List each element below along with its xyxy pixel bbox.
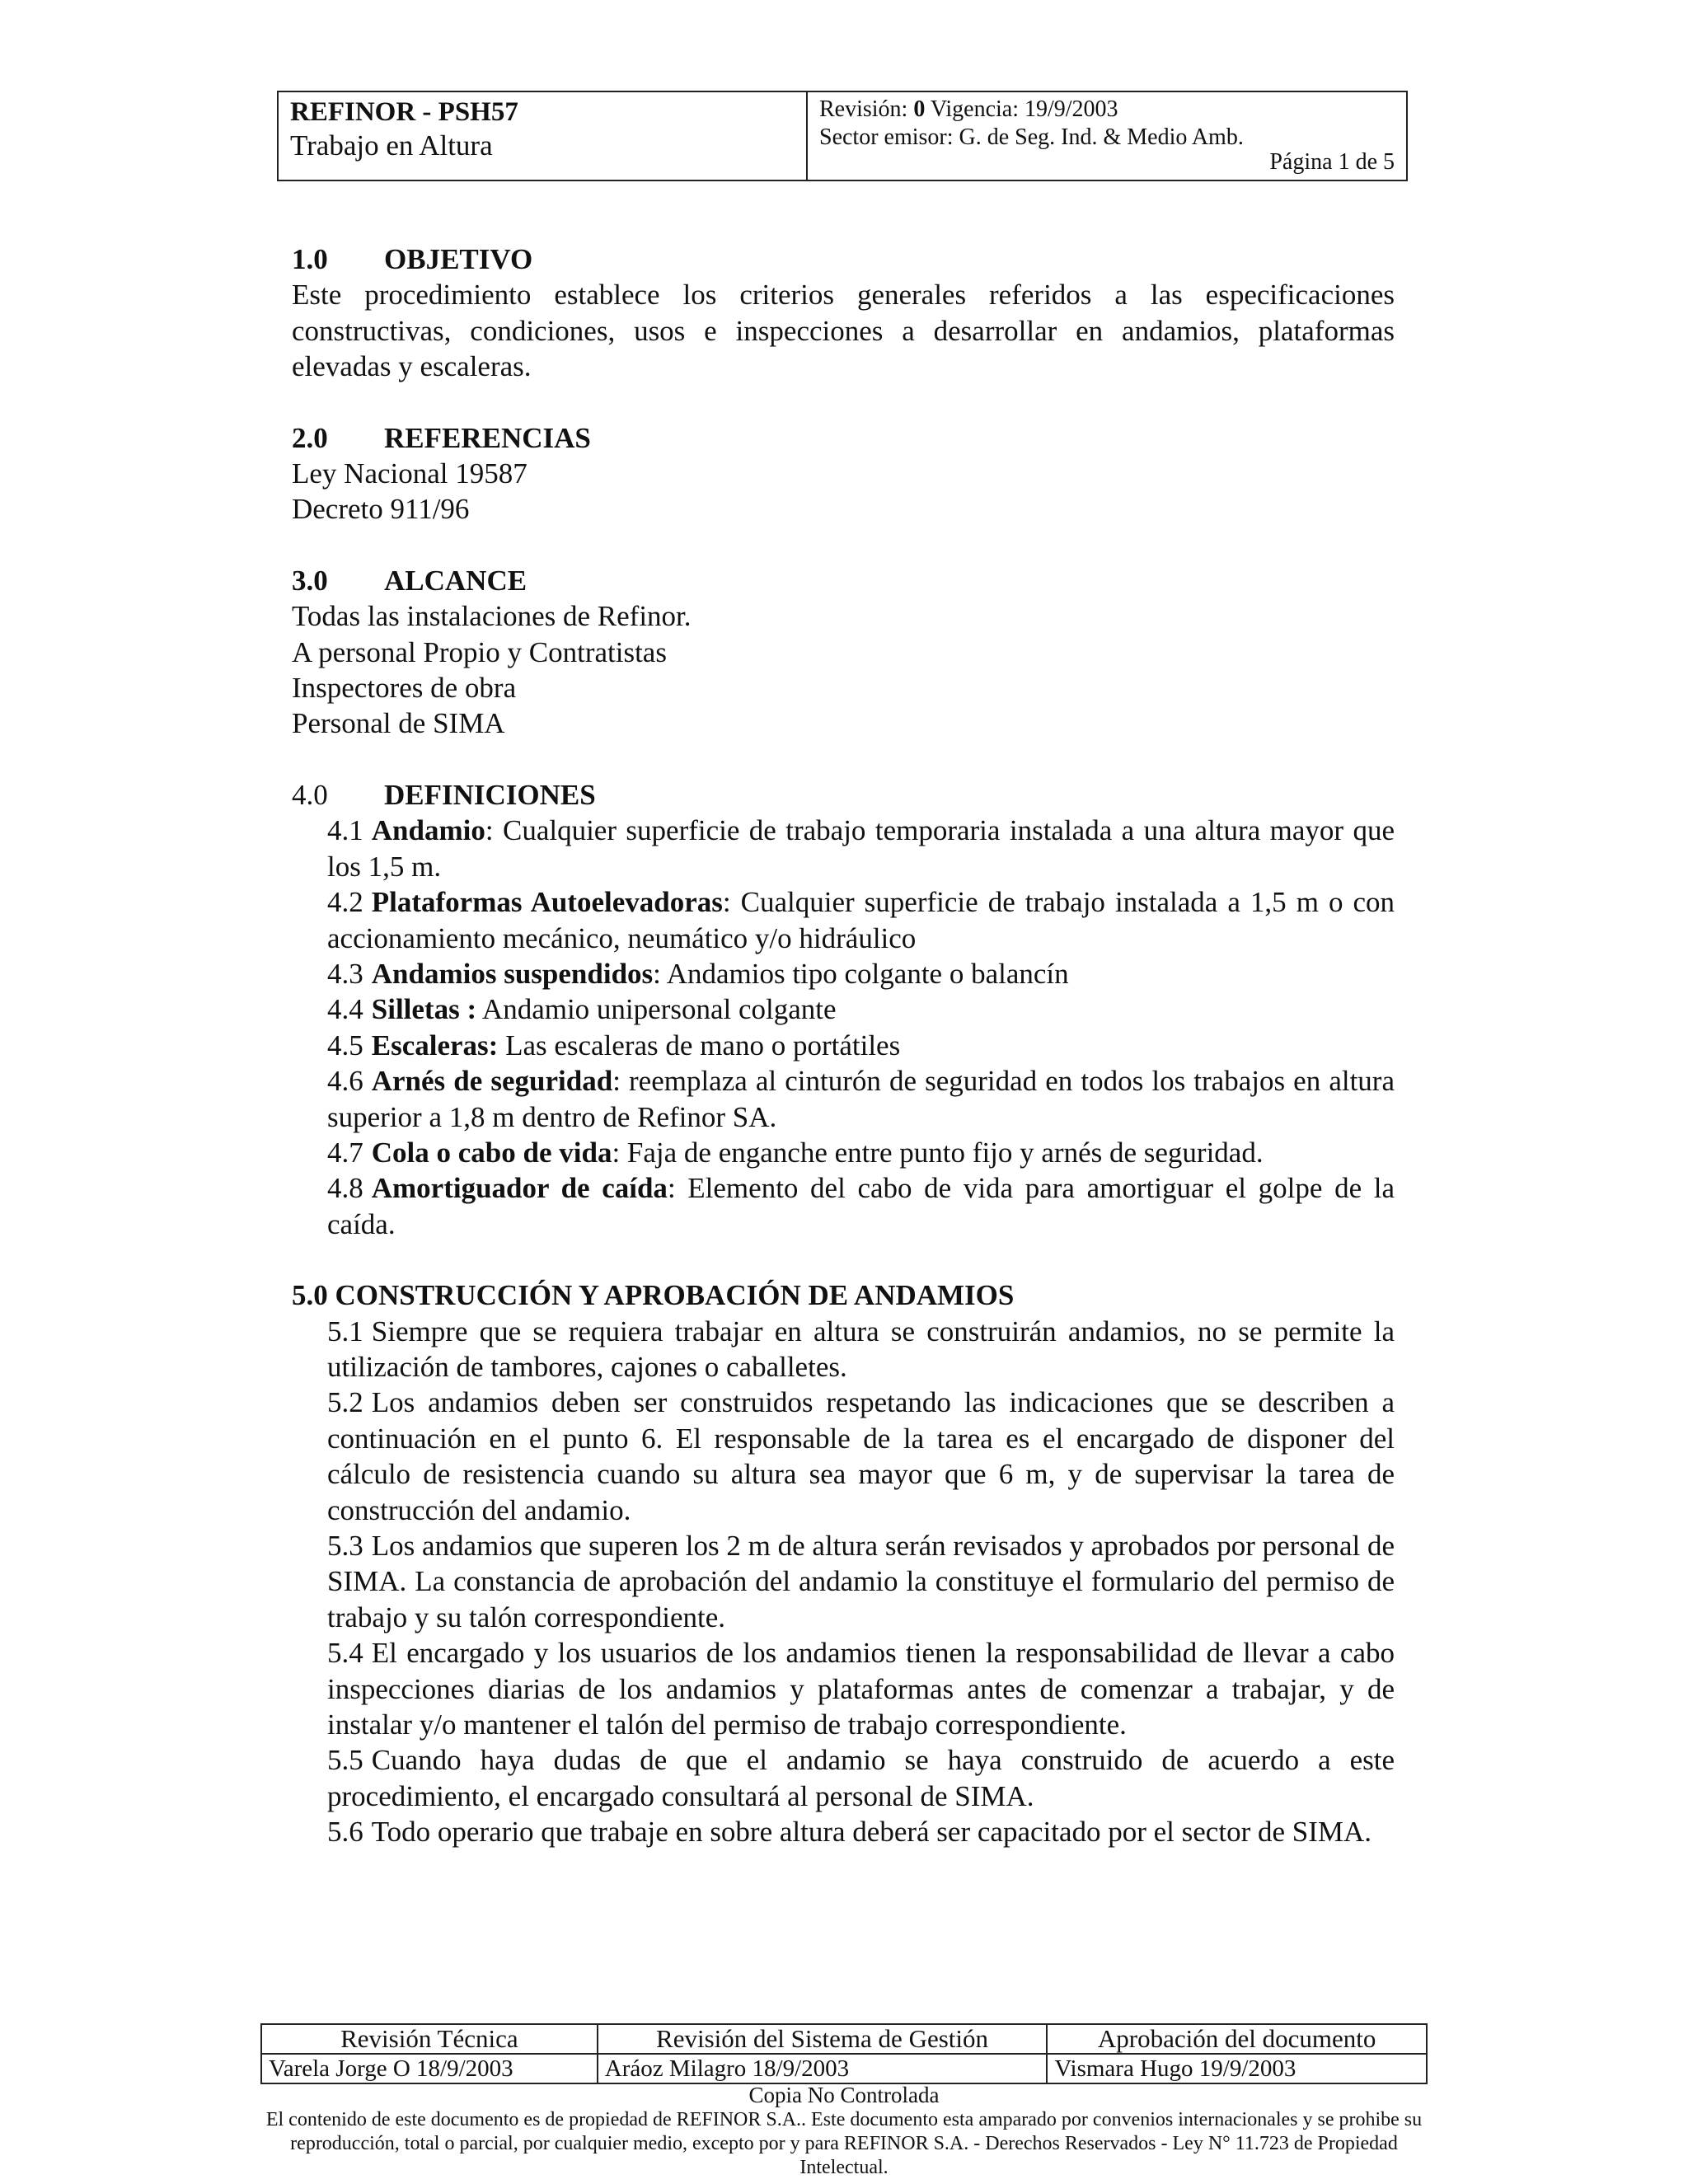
- section-title: ALCANCE: [384, 564, 528, 597]
- rule-item: [327, 1742, 1395, 1814]
- definition-item: [327, 956, 1395, 991]
- item-number: 4.2: [327, 886, 363, 919]
- legal-notice: El contenido de este documento es de propiedad de REFINOR S.A.. Este documento esta amparado por convenios internacionales y se prohibe su reproducción, total o parcial, por cualquier medio, excepto por y para REFINOR S.A. - Derechos Reservados - Ley N° 11.723 de Propiedad Intelectual.: [265, 2109, 1423, 2178]
- definition-item: [327, 813, 1395, 884]
- rule-item: [327, 1635, 1395, 1742]
- rule-text: Los andamios deben ser construidos respetando las indicaciones que se describen a continuación en el punto 6. El responsable de la tarea es el encargado de disponer del cálculo de resistencia cuando su altura sea mayor que 6 m, y de supervisar la tarea de construcción del andamio.: [327, 1386, 1395, 1526]
- revision-label: Revisión:: [819, 96, 914, 122]
- section-paragraph: Este procedimiento establece los criterios generales referidos a las especificaciones constructivas, condiciones, usos e inspecciones a desarrollar en andamios, plataformas elevadas y escaleras.: [292, 279, 1395, 383]
- definition-item: [327, 884, 1395, 956]
- document-title: Trabajo en Altura: [290, 129, 493, 162]
- rule-text: Los andamios que superen los 2 m de altura serán revisados y aprobados por personal de SIMA. La constancia de aprobación del andamio la constituye el formulario del permiso de trabajo y su talón correspondiente.: [327, 1530, 1395, 1633]
- revision-value: 0: [913, 96, 926, 122]
- section-objetivo: [292, 241, 1395, 385]
- item-number: 5.4: [327, 1637, 363, 1670]
- definition-term: Plataformas Autoelevadoras: [371, 886, 723, 919]
- definition-text: : Elemento del cabo de vida para amortiguar el golpe de la caída.: [327, 1172, 1395, 1240]
- section-heading: [292, 777, 1395, 813]
- section-title: REFERENCIAS: [384, 421, 591, 454]
- item-number: 5.1: [327, 1315, 363, 1347]
- header-right-cell: [808, 92, 1406, 180]
- definition-item: [327, 1135, 1395, 1170]
- section-heading: [292, 241, 1395, 277]
- definition-item: [327, 991, 1395, 1027]
- definition-text: : Faja de enganche entre punto fijo y arnés de seguridad.: [612, 1136, 1264, 1169]
- section-number: 4.0: [292, 778, 328, 811]
- item-number: 5.2: [327, 1386, 363, 1419]
- section-title: OBJETIVO: [384, 243, 533, 275]
- approval-value-row: [261, 2054, 1427, 2083]
- sector-emisor: Sector emisor: G. de Seg. Ind. & Medio Amb.: [819, 124, 1244, 150]
- document-code: REFINOR - PSH57: [290, 97, 518, 127]
- definition-term: Andamios suspendidos: [371, 957, 654, 990]
- rule-item: [327, 1814, 1395, 1849]
- copy-status: Copia No Controlada: [748, 2083, 940, 2107]
- definition-term: Silletas :: [371, 993, 477, 1026]
- approval-value-cell: Varela Jorge O 18/9/2003: [261, 2054, 598, 2083]
- footer-notice: [260, 2082, 1428, 2180]
- section-title: DEFINICIONES: [384, 778, 596, 811]
- document-header: [277, 91, 1408, 181]
- definition-term: Amortiguador de caída: [371, 1172, 668, 1205]
- scope-line: Personal de SIMA: [292, 707, 505, 740]
- section-number: 2.0: [292, 421, 328, 454]
- definitions-list: [292, 813, 1395, 1242]
- definition-item: [327, 1028, 1395, 1063]
- item-number: 4.8: [327, 1172, 363, 1205]
- section-heading: [292, 420, 1395, 456]
- reference-line: Ley Nacional 19587: [292, 457, 528, 490]
- approval-header-row: [261, 2024, 1427, 2054]
- page-number: Página 1 de 5: [1269, 149, 1395, 175]
- item-number: 4.6: [327, 1065, 363, 1098]
- definition-text: Andamio unipersonal colgante: [476, 993, 837, 1026]
- definition-text: : reemplaza al cinturón de seguridad en todos los trabajos en altura superior a 1,8 m dentro de Refinor SA.: [327, 1065, 1395, 1133]
- section-heading: 5.0 CONSTRUCCIÓN Y APROBACIÓN DE ANDAMIOS: [292, 1279, 1015, 1312]
- document-body: [292, 241, 1395, 1850]
- rule-text: El encargado y los usuarios de los andamios tienen la responsabilidad de llevar a cabo inspecciones diarias de los andamios y plataformas antes de comenzar a trabajar, y de instalar y/o mantener el talón del permiso de trabajo correspondiente.: [327, 1637, 1395, 1741]
- section-definiciones: [292, 777, 1395, 1242]
- definition-text: Las escaleras de mano o portátiles: [498, 1029, 901, 1062]
- section-heading: [292, 563, 1395, 598]
- header-left-cell: [279, 92, 808, 180]
- definition-term: Arnés de seguridad: [371, 1065, 613, 1098]
- definition-term: Andamio: [371, 814, 485, 847]
- reference-line: Decreto 911/96: [292, 493, 470, 526]
- scope-line: A personal Propio y Contratistas: [292, 635, 667, 668]
- definition-term: Escaleras:: [371, 1029, 499, 1062]
- item-number: 5.5: [327, 1744, 363, 1777]
- scope-line: Inspectores de obra: [292, 672, 517, 705]
- item-number: 4.7: [327, 1136, 363, 1169]
- approval-header-cell: Revisión del Sistema de Gestión: [598, 2024, 1048, 2054]
- revision-line: [819, 96, 1395, 124]
- scope-line: Todas las instalaciones de Refinor.: [292, 600, 692, 633]
- item-number: 4.1: [327, 814, 363, 847]
- approval-table: [260, 2023, 1428, 2084]
- section-alcance: [292, 563, 1395, 742]
- item-number: 4.3: [327, 957, 363, 990]
- item-number: 4.4: [327, 993, 363, 1026]
- definition-text: : Cualquier superficie de trabajo temporaria instalada a una altura mayor que los 1,5 m.: [327, 814, 1395, 883]
- rule-item: [327, 1314, 1395, 1385]
- rule-text: Siempre que se requiera trabajar en altura se construirán andamios, no se permite la utilización de tambores, cajones o caballetes.: [327, 1315, 1395, 1383]
- vigencia: Vigencia: 19/9/2003: [925, 96, 1118, 122]
- definition-term: Cola o cabo de vida: [371, 1136, 612, 1169]
- section-number: 3.0: [292, 564, 328, 597]
- section-construccion: [292, 1277, 1395, 1850]
- item-number: 4.5: [327, 1029, 363, 1062]
- rule-item: [327, 1385, 1395, 1528]
- item-number: 5.6: [327, 1816, 363, 1849]
- section-referencias: [292, 420, 1395, 527]
- rule-item: [327, 1528, 1395, 1635]
- approval-header-cell: Revisión Técnica: [261, 2024, 598, 2054]
- approval-header-cell: Aprobación del documento: [1047, 2024, 1427, 2054]
- definition-item: [327, 1170, 1395, 1242]
- approval-value-cell: Vismara Hugo 19/9/2003: [1047, 2054, 1427, 2083]
- definition-text: : Cualquier superficie de trabajo instalada a 1,5 m o con accionamiento mecánico, neumático y/o hidráulico: [327, 886, 1395, 954]
- approval-value-cell: Aráoz Milagro 18/9/2003: [598, 2054, 1048, 2083]
- definition-item: [327, 1063, 1395, 1135]
- definition-text: : Andamios tipo colgante o balancín: [653, 957, 1069, 990]
- item-number: 5.3: [327, 1530, 363, 1562]
- section-number: 1.0: [292, 243, 328, 275]
- rule-text: Todo operario que trabaje en sobre altura deberá ser capacitado por el sector de SIMA.: [371, 1816, 1372, 1849]
- construction-list: [292, 1314, 1395, 1850]
- rule-text: Cuando haya dudas de que el andamio se haya construido de acuerdo a este procedimiento, el encargado consultará al personal de SIMA.: [327, 1744, 1395, 1812]
